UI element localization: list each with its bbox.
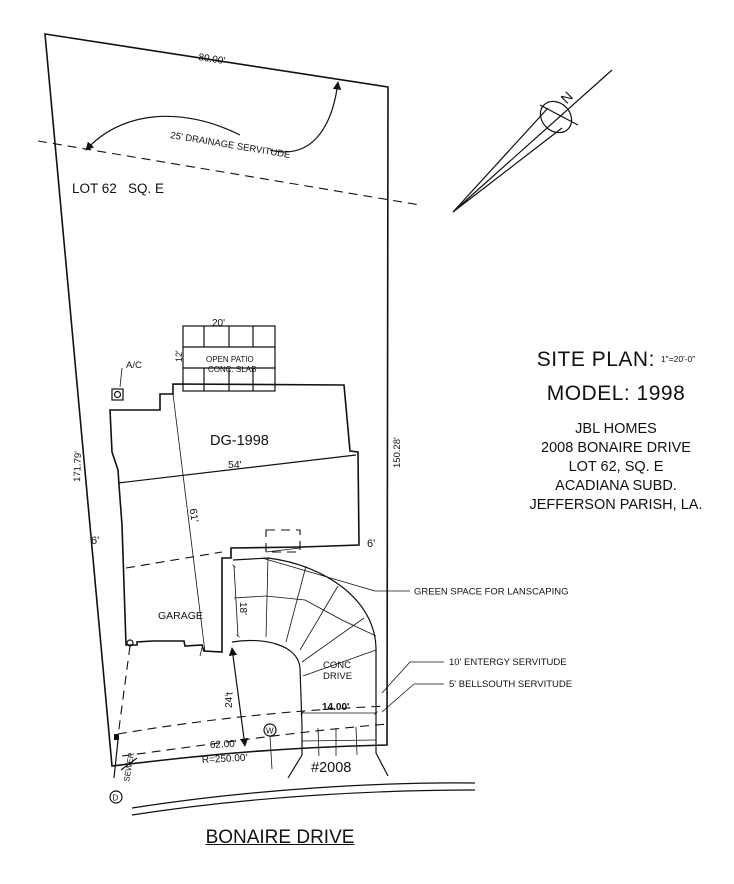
drive-width-dimension: 14.00' <box>322 702 350 713</box>
drain-symbol-icon <box>110 791 122 803</box>
patio-label-line1: OPEN PATIO <box>206 355 254 364</box>
house-footprint <box>110 384 359 652</box>
street-name: BONAIRE DRIVE <box>205 827 355 848</box>
drain-symbol: D <box>112 793 119 803</box>
front-setback-dimension <box>224 648 245 746</box>
front-setback-label: 24't <box>223 691 236 709</box>
water-symbol: W <box>266 726 274 736</box>
scale-label: 1"=20'-0" <box>660 354 696 364</box>
lot-front-dimension: 62.00' <box>209 738 238 751</box>
curve-radius: R=250.00' <box>201 752 248 766</box>
sewer-line <box>114 640 137 782</box>
entergy-servitude-note: 10' ENTERGY SERVITUDE <box>449 657 567 668</box>
parish-line: JEFFERSON PARISH, LA. <box>529 497 703 513</box>
right-setback: 6' <box>367 538 376 550</box>
left-setback: 6' <box>91 535 100 547</box>
model-title: MODEL: 1998 <box>546 382 686 405</box>
subdivision-line: ACADIANA SUBD. <box>555 478 677 494</box>
green-space-note: GREEN SPACE FOR LANSCAPING <box>414 586 569 598</box>
north-label: N <box>557 88 576 107</box>
bellsouth-servitude-note: 5' BELLSOUTH SERVITUDE <box>449 679 573 690</box>
patio-width-dimension: 20' <box>212 318 226 329</box>
address-line: 2008 BONAIRE DRIVE <box>541 440 691 456</box>
house-model-label: DG-1998 <box>210 433 269 449</box>
house-depth-dimension: 61' <box>186 507 201 524</box>
water-meter-icon <box>264 724 276 769</box>
lot-label: LOT 62 SQ. E <box>72 181 165 196</box>
site-plan-title: SITE PLAN: <box>536 348 655 371</box>
lot-line: LOT 62, SQ. E <box>568 459 664 475</box>
builder-name: JBL HOMES <box>575 421 657 437</box>
garage-label: GARAGE <box>158 610 203 622</box>
drainage-servitude-label: 25' DRAINAGE SERVITUDE <box>169 130 292 162</box>
lot-left-dimension: 171.79' <box>72 450 85 483</box>
north-arrow-icon <box>453 70 612 212</box>
house-number: #2008 <box>311 760 352 776</box>
drive-label-line1: CONC <box>323 660 351 671</box>
patio-label-line2: CONC. SLAB <box>208 365 257 374</box>
drive-label-line2: DRIVE <box>323 671 353 682</box>
site-plan-heading <box>505 348 727 372</box>
house-width-dimension: 54' <box>228 459 242 471</box>
lot-back-dimension: 80.00' <box>197 52 226 68</box>
patio-depth-dimension: 12' <box>174 350 184 362</box>
open-patio <box>174 318 275 391</box>
title-block <box>505 348 727 515</box>
drive-depth-dimension: 18' <box>237 602 248 616</box>
lot-right-dimension: 150.28' <box>392 437 403 468</box>
ac-label: A/C <box>126 360 142 371</box>
street-curb <box>132 783 475 815</box>
ac-unit <box>112 360 142 400</box>
sewer-label: SEWER <box>122 751 137 783</box>
